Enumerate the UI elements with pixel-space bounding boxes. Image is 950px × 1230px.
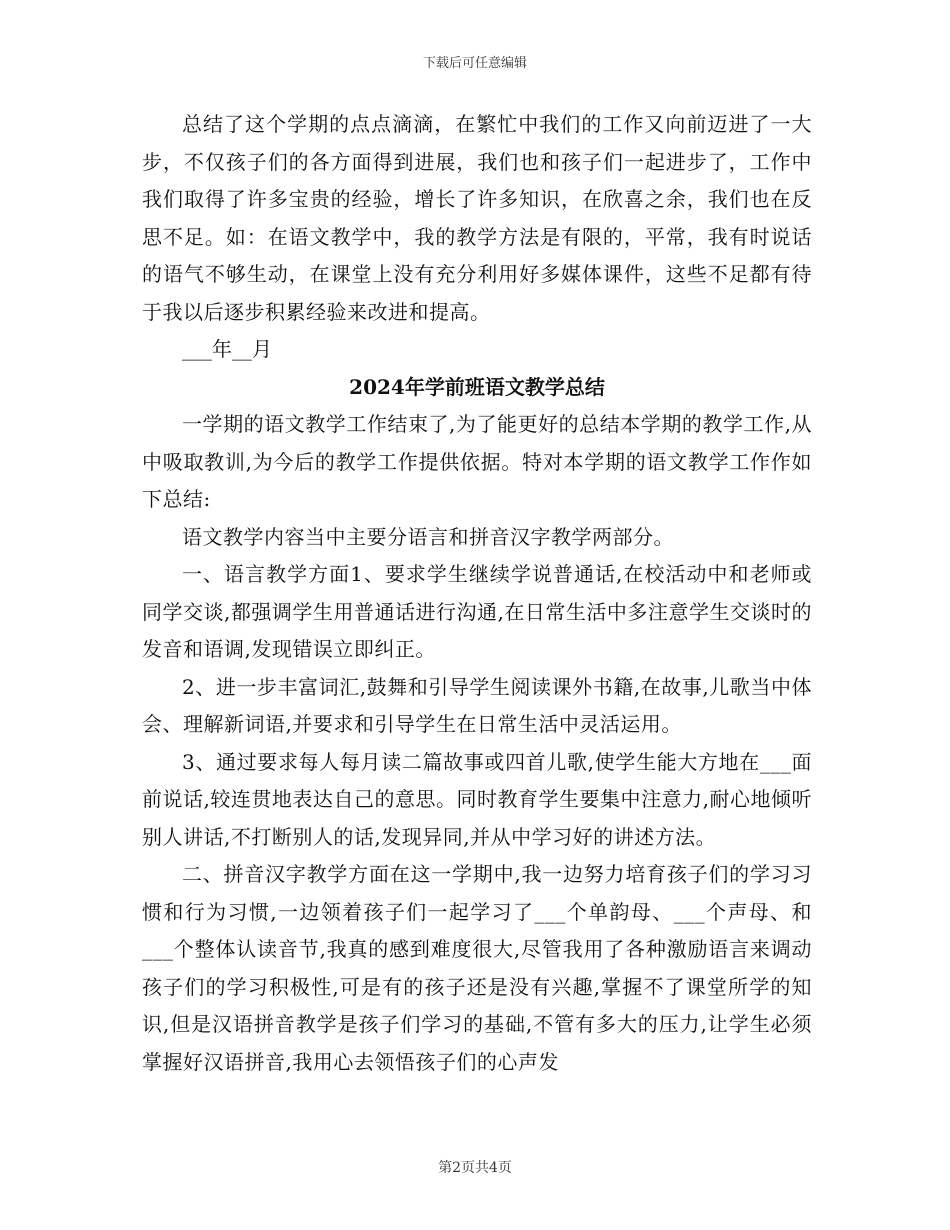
body-paragraph-pinyin: 二、拼音汉字教学方面在这一学期中,我一边努力培育孩子们的学习习惯和行为习惯,一边领着孩子们一起学习了___个单韵母、___个声母、和___个整体认读音节,我真的感到难度很大,尽管我用了各种激励语言来调动孩子们的学习积极性,可是有的孩子还是没有兴趣,掌握不了课堂所学的知识,但是汉语拼音教学是孩子们学习的基础,不管有多大的压力,让学生必须掌握好汉语拼音,我用心去领悟孩子们的心声发: [142, 862, 812, 1074]
body-paragraph-language-3: 3、通过要求每人每月读二篇故事或四首儿歌,使学生能大方地在___面前说话,较连贯地表达自己的意思。同时教育学生要集中注意力,耐心地倾听别人讲话,不打断别人的话,发现异同,并从中学习好的讲述方法。: [142, 749, 812, 849]
page-number: 第2页共4页: [438, 1160, 512, 1176]
body-paragraph-language-2: 2、进一步丰富词汇,鼓舞和引导学生阅读课外书籍,在故事,儿歌当中体会、理解新词语,并要求和引导学生在日常生活中灵活运用。: [142, 674, 812, 736]
document-body: [142, 106, 812, 1081]
body-paragraph-intro: 一学期的语文教学工作结束了,为了能更好的总结本学期的教学工作,从中吸取教训,为今后的教学工作提供依据。特对本学期的语文教学工作作如下总结:: [142, 412, 812, 511]
body-paragraph-content-overview: 语文教学内容当中主要分语言和拼音汉字教学两部分。: [182, 524, 674, 549]
body-paragraph-language-1: 一、语言教学方面1、要求学生继续学说普通话,在校活动中和老师或同学交谈,都强调学生用普通话进行沟通,在日常生活中多注意学生交谈时的发音和语调,发现错误立即纠正。: [142, 562, 812, 661]
intro-paragraph: 总结了这个学期的点点滴滴，在繁忙中我们的工作又向前迈进了一大步，不仅孩子们的各方面得到进展，我们也和孩子们一起进步了，工作中我们取得了许多宝贵的经验，增长了许多知识，在欣喜之余，我们也在反思不足。如：在语文教学中，我的教学方法是有限的，平常，我有时说话的语气不够生动，在课堂上没有充分利用好多媒体课件，这些不足都有待于我以后逐步积累经验来改进和提高。: [142, 112, 812, 324]
page-header-note: 下载后可任意编辑: [422, 56, 527, 71]
date-line: ___年__月: [182, 337, 272, 361]
document-title: 2024年学前班语文教学总结: [349, 374, 605, 399]
